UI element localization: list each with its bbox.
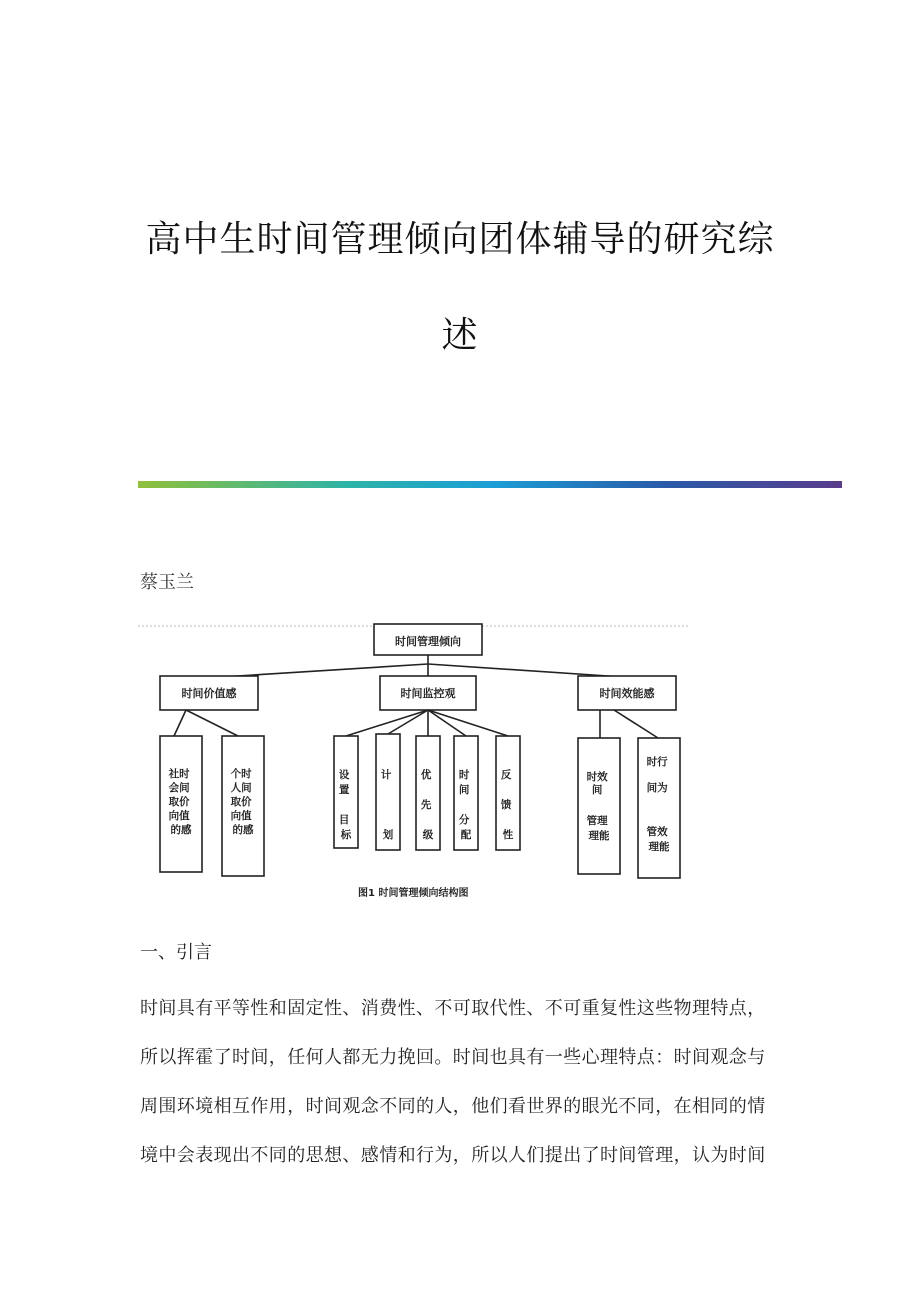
body-paragraph — [140, 984, 780, 1180]
svg-text:时效 间: 时效 间 管理 理能 — [586, 771, 610, 842]
svg-text:个时 人间 取价: 个时 人间 取价 向值 的感 — [230, 768, 254, 836]
paragraph-line: 周围环境相互作用，时间观念不同的人，他们看世界的眼光不同，在相同的情 — [140, 1096, 766, 1117]
author-name: 蔡玉兰 — [140, 572, 194, 593]
leaf-node-1 — [160, 736, 202, 872]
section-heading: 一、引言 — [140, 942, 212, 963]
structure-diagram-figure — [138, 620, 690, 905]
branch-node-label-value: 时间价值感 — [181, 687, 237, 700]
figure-caption: 图1 时间管理倾向结构图 — [358, 888, 469, 899]
leaf-node-2 — [222, 736, 264, 876]
leaf-node-6 — [454, 736, 478, 850]
svg-text:反 馈 性: 反 馈 性 — [500, 769, 514, 841]
leaf-node-3 — [334, 736, 358, 848]
svg-text:时 间 分: 时 间 分 配 — [458, 769, 472, 841]
document-title-line-2: 述 — [441, 315, 479, 356]
leaf-node-5 — [416, 736, 440, 850]
paragraph-line: 所以挥霍了时间，任何人都无力挽回。时间也具有一些心理特点：时间观念与 — [140, 1047, 766, 1068]
svg-text:设 置 目: 设 置 目 标 — [338, 769, 352, 841]
structure-diagram — [138, 620, 690, 905]
svg-text:社时 会间 取价: 社时 会间 取价 向值 的感 — [168, 768, 192, 836]
svg-text:时行 间为: 时行 间为 管效 理能 — [646, 756, 670, 853]
leaf-node-8 — [578, 738, 620, 874]
branch-node-label-efficacy: 时间效能感 — [599, 687, 655, 700]
gradient-divider — [138, 481, 842, 488]
paragraph-line: 境中会表现出不同的思想、感情和行为，所以人们提出了时间管理，认为时间 — [140, 1145, 766, 1166]
leaf-node-4 — [376, 734, 400, 850]
paragraph-line: 时间具有平等性和固定性、消费性、不可取代性、不可重复性这些物理特点， — [140, 998, 766, 1019]
leaf-node-7 — [496, 736, 520, 850]
leaf-node-9 — [638, 738, 680, 878]
svg-text:优 先 级: 优 先 级 — [420, 769, 434, 841]
branch-node-label-monitor: 时间监控观 — [400, 687, 456, 700]
svg-text:计 划: 计 划 — [380, 769, 394, 841]
root-node-label: 时间管理倾向 — [395, 635, 461, 648]
document-title-line-1: 高中生时间管理倾向团体辅导的研究综 — [145, 219, 775, 260]
